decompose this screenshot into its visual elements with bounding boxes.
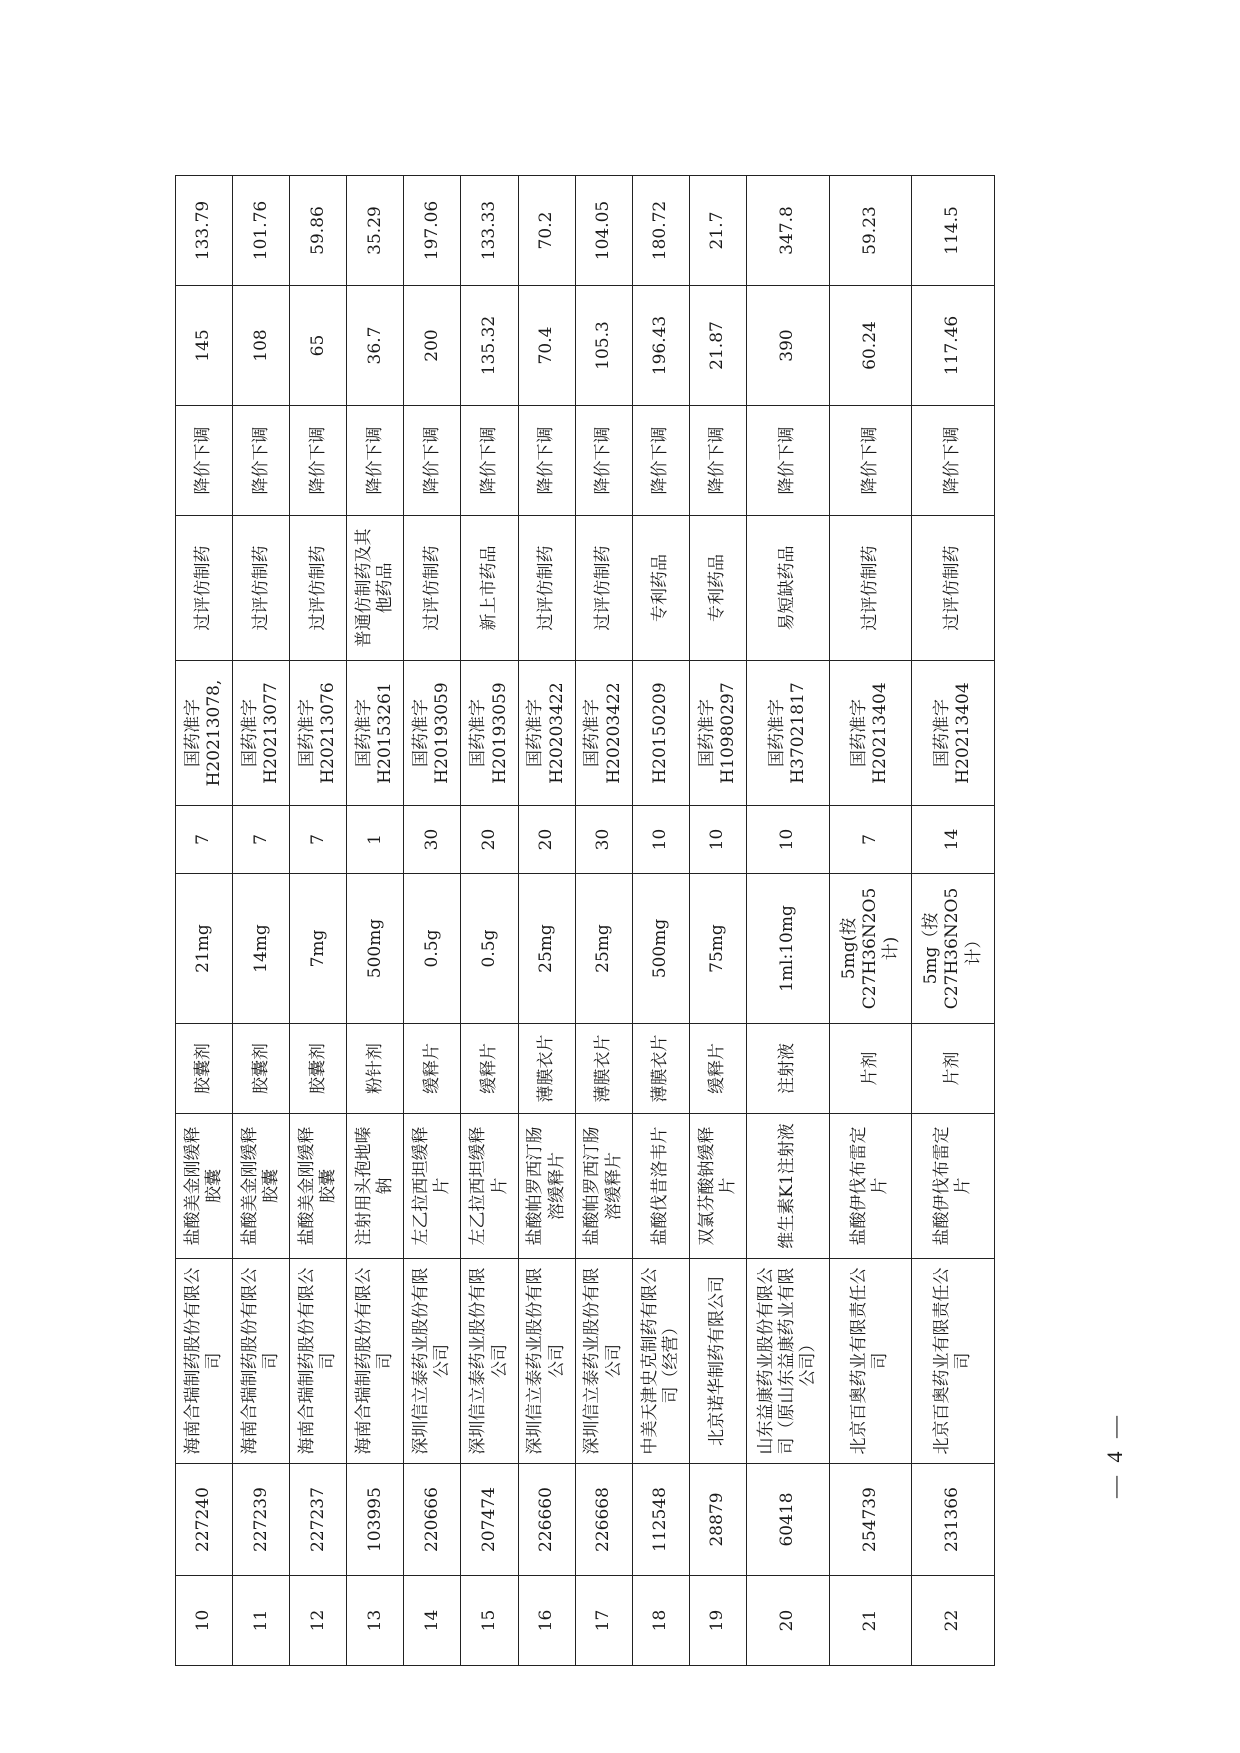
specification: 0.5g xyxy=(404,874,461,1024)
drug-code: 103995 xyxy=(347,1464,404,1576)
dosage-form: 胶囊剂 xyxy=(233,1024,290,1114)
pack-quantity: 7 xyxy=(290,806,347,874)
specification: 5mg(按C27H36N2O5计) xyxy=(829,874,912,1024)
table-row xyxy=(689,176,746,1666)
page-number-box xyxy=(1095,1395,1135,1515)
drug-category: 过评仿制药 xyxy=(829,516,912,661)
table-row xyxy=(575,176,632,1666)
drug-name: 盐酸伊伐布雷定片 xyxy=(912,1114,995,1259)
company-name: 深圳信立泰药业股份有限公司 xyxy=(461,1259,518,1464)
dosage-form: 缓释片 xyxy=(461,1024,518,1114)
adjusted-price: 35.29 xyxy=(347,176,404,286)
pack-quantity: 10 xyxy=(689,806,746,874)
adjusted-price: 114.5 xyxy=(912,176,995,286)
adjusted-price: 70.2 xyxy=(518,176,575,286)
drug-code: 226668 xyxy=(575,1464,632,1576)
drug-name: 盐酸帕罗西汀肠溶缓释片 xyxy=(575,1114,632,1259)
pack-quantity: 20 xyxy=(518,806,575,874)
table-row xyxy=(404,176,461,1666)
adjusted-price: 59.86 xyxy=(290,176,347,286)
adjusted-price: 101.76 xyxy=(233,176,290,286)
company-name: 海南合瑞制药股份有限公司 xyxy=(233,1259,290,1464)
drug-category: 专利药品 xyxy=(689,516,746,661)
original-price: 105.3 xyxy=(575,286,632,406)
price-adjustment: 降价下调 xyxy=(233,406,290,516)
adjusted-price: 21.7 xyxy=(689,176,746,286)
approval-number: 国药准字H20203422 xyxy=(518,661,575,806)
drug-name: 左乙拉西坦缓释片 xyxy=(404,1114,461,1259)
dosage-form: 胶囊剂 xyxy=(176,1024,233,1114)
approval-number: 国药准字H20213078, xyxy=(176,661,233,806)
drug-category: 过评仿制药 xyxy=(404,516,461,661)
adjusted-price: 197.06 xyxy=(404,176,461,286)
dosage-form: 胶囊剂 xyxy=(290,1024,347,1114)
price-adjustment: 降价下调 xyxy=(461,406,518,516)
row-number: 16 xyxy=(518,1576,575,1666)
row-number: 19 xyxy=(689,1576,746,1666)
approval-number: 国药准字H20213077 xyxy=(233,661,290,806)
drug-code: 60418 xyxy=(746,1464,829,1576)
specification: 75mg xyxy=(689,874,746,1024)
pack-quantity: 1 xyxy=(347,806,404,874)
company-name: 海南合瑞制药股份有限公司 xyxy=(347,1259,404,1464)
drug-name: 盐酸美金刚缓释胶囊 xyxy=(176,1114,233,1259)
row-number: 14 xyxy=(404,1576,461,1666)
drug-code: 227239 xyxy=(233,1464,290,1576)
row-number: 20 xyxy=(746,1576,829,1666)
original-price: 196.43 xyxy=(632,286,689,406)
pack-quantity: 10 xyxy=(746,806,829,874)
approval-number: 国药准字H20203422 xyxy=(575,661,632,806)
table-row xyxy=(233,176,290,1666)
pack-quantity: 20 xyxy=(461,806,518,874)
company-name: 山东益康药业股份有限公司（原山东益康药业有限公司） xyxy=(746,1259,829,1464)
drug-name: 盐酸美金刚缓释胶囊 xyxy=(233,1114,290,1259)
specification: 14mg xyxy=(233,874,290,1024)
company-name: 海南合瑞制药股份有限公司 xyxy=(290,1259,347,1464)
adjusted-price: 347.8 xyxy=(746,176,829,286)
specification: 1ml:10mg xyxy=(746,874,829,1024)
company-name: 深圳信立泰药业股份有限公司 xyxy=(518,1259,575,1464)
specification: 5mg（按C27H36N2O5计） xyxy=(912,874,995,1024)
approval-number: H20150209 xyxy=(632,661,689,806)
pack-quantity: 14 xyxy=(912,806,995,874)
price-adjustment: 降价下调 xyxy=(689,406,746,516)
table-row xyxy=(518,176,575,1666)
specification: 500mg xyxy=(632,874,689,1024)
price-adjustment: 降价下调 xyxy=(347,406,404,516)
price-adjustment: 降价下调 xyxy=(518,406,575,516)
original-price: 200 xyxy=(404,286,461,406)
pack-quantity: 7 xyxy=(233,806,290,874)
adjusted-price: 180.72 xyxy=(632,176,689,286)
drug-name: 盐酸伊伐布雷定片 xyxy=(829,1114,912,1259)
pack-quantity: 7 xyxy=(829,806,912,874)
approval-number: 国药准字H20193059 xyxy=(404,661,461,806)
drug-code: 227237 xyxy=(290,1464,347,1576)
drug-category: 过评仿制药 xyxy=(176,516,233,661)
drug-code: 220666 xyxy=(404,1464,461,1576)
table-row xyxy=(829,176,912,1666)
specification: 25mg xyxy=(518,874,575,1024)
drug-category: 新上市药品 xyxy=(461,516,518,661)
company-name: 北京百奥药业有限责任公司 xyxy=(829,1259,912,1464)
table-row xyxy=(632,176,689,1666)
price-adjustment: 降价下调 xyxy=(746,406,829,516)
row-number: 21 xyxy=(829,1576,912,1666)
drug-name: 注射用头孢地嗪钠 xyxy=(347,1114,404,1259)
approval-number: 国药准字H20153261 xyxy=(347,661,404,806)
row-number: 11 xyxy=(233,1576,290,1666)
drug-name: 左乙拉西坦缓释片 xyxy=(461,1114,518,1259)
drug-price-table xyxy=(175,175,995,1666)
original-price: 108 xyxy=(233,286,290,406)
table-row xyxy=(347,176,404,1666)
company-name: 中美天津史克制药有限公司（经营） xyxy=(632,1259,689,1464)
row-number: 18 xyxy=(632,1576,689,1666)
drug-code: 254739 xyxy=(829,1464,912,1576)
company-name: 北京诺华制药有限公司 xyxy=(689,1259,746,1464)
dosage-form: 片剂 xyxy=(912,1024,995,1114)
rotated-table-container xyxy=(175,176,995,1666)
original-price: 135.32 xyxy=(461,286,518,406)
price-adjustment: 降价下调 xyxy=(829,406,912,516)
row-number: 13 xyxy=(347,1576,404,1666)
original-price: 21.87 xyxy=(689,286,746,406)
specification: 7mg xyxy=(290,874,347,1024)
adjusted-price: 133.79 xyxy=(176,176,233,286)
price-adjustment: 降价下调 xyxy=(176,406,233,516)
drug-category: 易短缺药品 xyxy=(746,516,829,661)
table-row xyxy=(461,176,518,1666)
drug-name: 维生素K1注射液 xyxy=(746,1114,829,1259)
dosage-form: 缓释片 xyxy=(404,1024,461,1114)
row-number: 17 xyxy=(575,1576,632,1666)
dosage-form: 薄膜衣片 xyxy=(518,1024,575,1114)
original-price: 117.46 xyxy=(912,286,995,406)
table-row xyxy=(746,176,829,1666)
original-price: 70.4 xyxy=(518,286,575,406)
row-number: 10 xyxy=(176,1576,233,1666)
drug-name: 盐酸伐昔洛韦片 xyxy=(632,1114,689,1259)
drug-category: 过评仿制药 xyxy=(518,516,575,661)
table-body xyxy=(176,176,995,1666)
drug-name: 盐酸帕罗西汀肠溶缓释片 xyxy=(518,1114,575,1259)
specification: 21mg xyxy=(176,874,233,1024)
row-number: 22 xyxy=(912,1576,995,1666)
drug-code: 112548 xyxy=(632,1464,689,1576)
company-name: 深圳信立泰药业股份有限公司 xyxy=(575,1259,632,1464)
dosage-form: 注射液 xyxy=(746,1024,829,1114)
dosage-form: 片剂 xyxy=(829,1024,912,1114)
drug-category: 专利药品 xyxy=(632,516,689,661)
row-number: 15 xyxy=(461,1576,518,1666)
original-price: 390 xyxy=(746,286,829,406)
table-row xyxy=(912,176,995,1666)
drug-category: 过评仿制药 xyxy=(233,516,290,661)
approval-number: 国药准字H20213076 xyxy=(290,661,347,806)
dosage-form: 薄膜衣片 xyxy=(575,1024,632,1114)
company-name: 海南合瑞制药股份有限公司 xyxy=(176,1259,233,1464)
drug-code: 231366 xyxy=(912,1464,995,1576)
price-adjustment: 降价下调 xyxy=(575,406,632,516)
company-name: 北京百奥药业有限责任公司 xyxy=(912,1259,995,1464)
drug-code: 226660 xyxy=(518,1464,575,1576)
approval-number: 国药准字H37021817 xyxy=(746,661,829,806)
drug-category: 过评仿制药 xyxy=(912,516,995,661)
drug-name: 双氯芬酸钠缓释片 xyxy=(689,1114,746,1259)
specification: 25mg xyxy=(575,874,632,1024)
pack-quantity: 30 xyxy=(404,806,461,874)
pack-quantity: 10 xyxy=(632,806,689,874)
price-adjustment: 降价下调 xyxy=(290,406,347,516)
original-price: 60.24 xyxy=(829,286,912,406)
original-price: 145 xyxy=(176,286,233,406)
drug-name: 盐酸美金刚缓释胶囊 xyxy=(290,1114,347,1259)
page-number: — 4 — xyxy=(1102,1412,1127,1498)
drug-category: 过评仿制药 xyxy=(290,516,347,661)
company-name: 深圳信立泰药业股份有限公司 xyxy=(404,1259,461,1464)
dosage-form: 粉针剂 xyxy=(347,1024,404,1114)
drug-code: 28879 xyxy=(689,1464,746,1576)
specification: 0.5g xyxy=(461,874,518,1024)
table-row xyxy=(176,176,233,1666)
drug-category: 过评仿制药 xyxy=(575,516,632,661)
adjusted-price: 133.33 xyxy=(461,176,518,286)
approval-number: 国药准字H20213404 xyxy=(829,661,912,806)
drug-code: 227240 xyxy=(176,1464,233,1576)
price-adjustment: 降价下调 xyxy=(632,406,689,516)
price-adjustment: 降价下调 xyxy=(912,406,995,516)
adjusted-price: 59.23 xyxy=(829,176,912,286)
pack-quantity: 30 xyxy=(575,806,632,874)
approval-number: 国药准字H10980297 xyxy=(689,661,746,806)
original-price: 65 xyxy=(290,286,347,406)
price-adjustment: 降价下调 xyxy=(404,406,461,516)
adjusted-price: 104.05 xyxy=(575,176,632,286)
pack-quantity: 7 xyxy=(176,806,233,874)
approval-number: 国药准字H20213404 xyxy=(912,661,995,806)
row-number: 12 xyxy=(290,1576,347,1666)
table-row xyxy=(290,176,347,1666)
drug-code: 207474 xyxy=(461,1464,518,1576)
drug-category: 普通仿制药及其他药品 xyxy=(347,516,404,661)
original-price: 36.7 xyxy=(347,286,404,406)
approval-number: 国药准字H20193059 xyxy=(461,661,518,806)
dosage-form: 薄膜衣片 xyxy=(632,1024,689,1114)
specification: 500mg xyxy=(347,874,404,1024)
dosage-form: 缓释片 xyxy=(689,1024,746,1114)
